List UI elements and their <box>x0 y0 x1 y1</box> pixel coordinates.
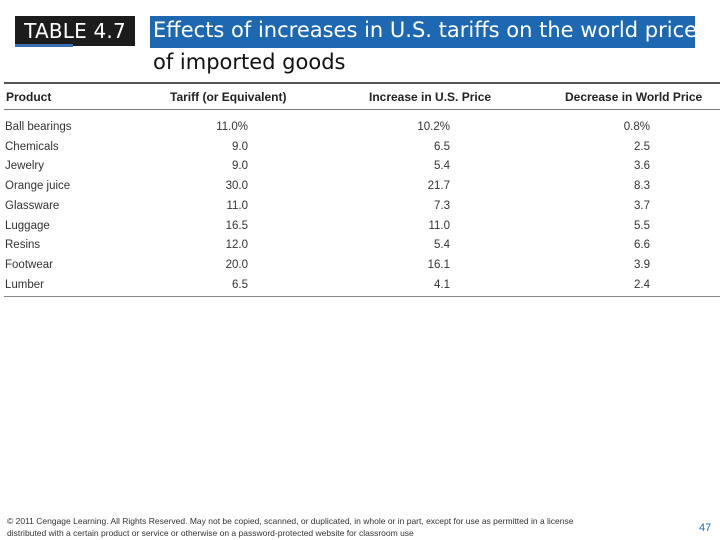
label-accent-bar <box>15 44 73 47</box>
cell-decrease: 2.5 <box>634 140 650 153</box>
cell-product: Resins <box>5 239 41 252</box>
cell-decrease: 3.7 <box>634 199 650 212</box>
cell-product: Orange juice <box>5 180 71 193</box>
table-label: TABLE 4.7 <box>15 16 135 46</box>
cell-decrease: 3.6 <box>634 160 650 173</box>
cell-increase: 11.0 <box>428 219 450 232</box>
cell-tariff: 9.0 <box>232 160 248 173</box>
cell-tariff: 11.0 <box>226 199 248 212</box>
table-top-rule <box>4 82 720 84</box>
cell-decrease: 3.9 <box>634 258 650 271</box>
table-row <box>0 177 720 196</box>
cell-tariff: 16.5 <box>225 219 248 232</box>
cell-increase: 16.1 <box>427 258 450 271</box>
copyright-line-2: distributed with a certain product or service or otherwise on a password-protected website for classroom use <box>7 528 414 538</box>
cell-product: Footwear <box>5 258 53 271</box>
table-row <box>0 256 720 275</box>
table-bottom-rule <box>4 296 720 297</box>
cell-product: Glassware <box>5 199 60 212</box>
cell-tariff: 20.0 <box>225 258 248 271</box>
cell-product: Ball bearings <box>5 121 72 133</box>
cell-decrease: 2.4 <box>634 278 650 291</box>
cell-increase: 10.2% <box>417 121 450 133</box>
cell-decrease: 5.5 <box>634 219 650 232</box>
page-number: 47 <box>699 522 712 534</box>
copyright-line-1: © 2011 Cengage Learning. All Rights Reserved. May not be copied, scanned, or duplicated, in whole or in part, except for use as permitted in a license <box>7 516 574 526</box>
cell-increase: 21.7 <box>427 180 450 193</box>
cell-tariff: 30.0 <box>225 180 248 193</box>
header-decrease-world-price: Decrease in World Price <box>565 90 703 104</box>
cell-product: Chemicals <box>5 140 59 153</box>
table-row <box>0 197 720 216</box>
title-line-1: Effects of increases in U.S. tariffs on the world price <box>153 18 698 42</box>
table-row <box>0 118 720 137</box>
table-row <box>0 157 720 176</box>
cell-tariff: 11.0% <box>216 121 248 133</box>
copyright-notice <box>7 515 697 539</box>
header-tariff: Tariff (or Equivalent) <box>170 90 287 104</box>
cell-tariff: 12.0 <box>225 239 248 252</box>
table-row <box>0 217 720 236</box>
cell-product: Lumber <box>5 278 44 291</box>
header-product: Product <box>6 90 52 104</box>
cell-decrease: 0.8% <box>623 121 650 133</box>
table-row <box>0 276 720 295</box>
cell-decrease: 6.6 <box>634 239 650 252</box>
cell-tariff: 9.0 <box>232 140 248 153</box>
cell-product: Luggage <box>5 219 50 232</box>
cell-product: Jewelry <box>5 160 44 173</box>
cell-increase: 5.4 <box>434 160 450 173</box>
table-header-rule <box>4 109 720 110</box>
table-row <box>0 138 720 157</box>
cell-increase: 7.3 <box>434 199 450 212</box>
cell-increase: 4.1 <box>434 278 450 291</box>
cell-increase: 5.4 <box>434 239 450 252</box>
cell-tariff: 6.5 <box>232 278 248 291</box>
cell-decrease: 8.3 <box>634 180 650 193</box>
table-row <box>0 236 720 255</box>
title-line-2: of imported goods <box>153 50 346 74</box>
table-title <box>153 14 713 78</box>
cell-increase: 6.5 <box>434 140 450 153</box>
header-increase-us-price: Increase in U.S. Price <box>369 90 492 104</box>
